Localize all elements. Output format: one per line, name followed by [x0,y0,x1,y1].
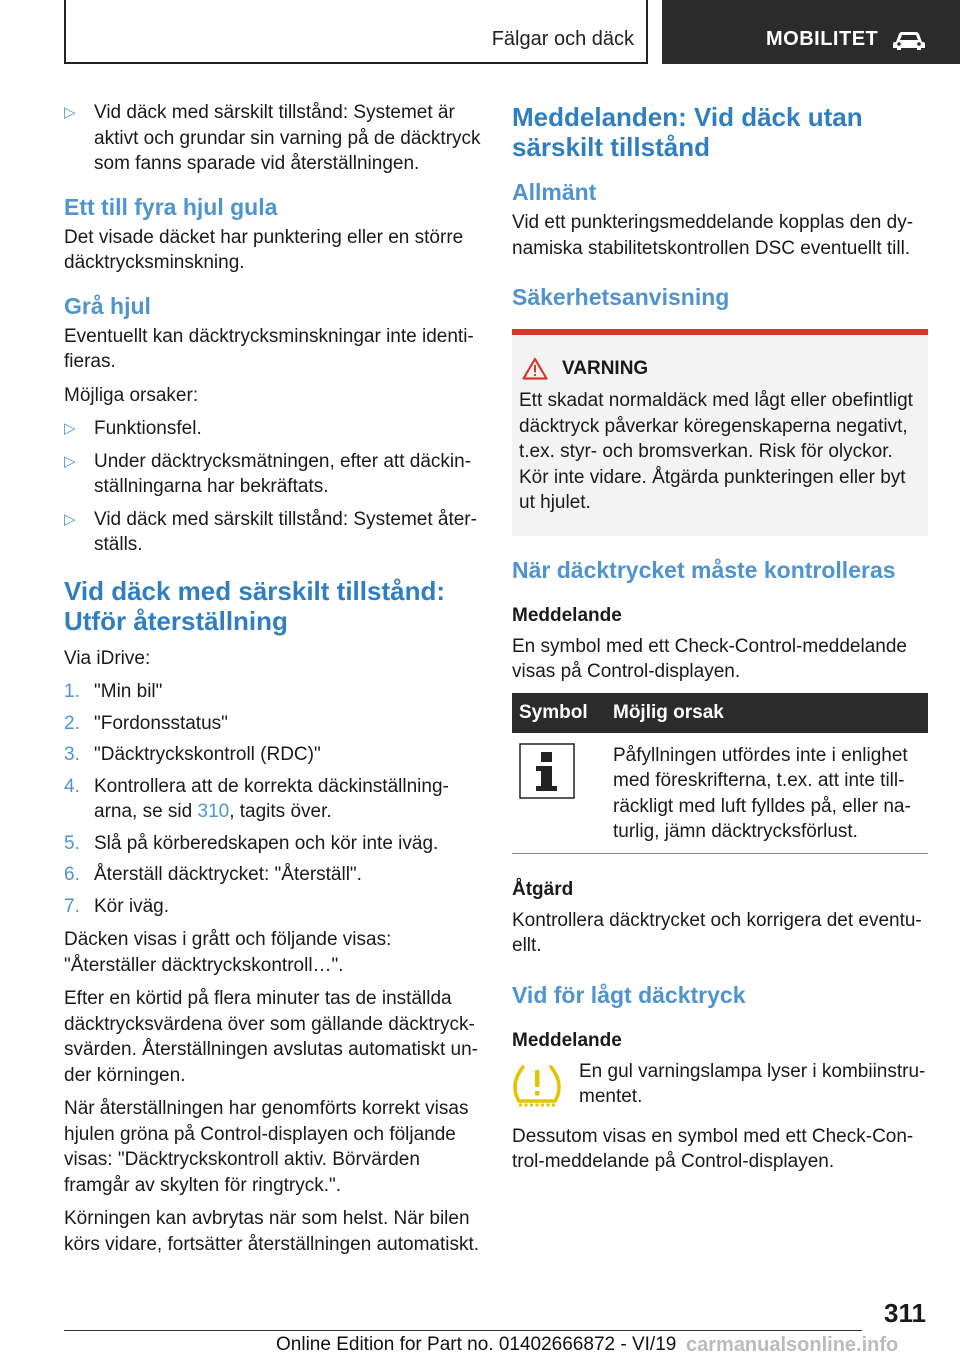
warning-triangle-icon [522,357,548,380]
paragraph: Kontrollera däcktrycket och korrigera det eventu‐ellt. [512,909,922,956]
paragraph: Vid ett punkteringsmeddelande kopplas den dy‐namiska stabilitetskontrollen DSC eventuellt till. [512,212,914,259]
triangle-bullet-icon: ▷ [64,420,76,437]
list-item: ▷ Funktionsfel. [64,416,482,442]
watermark: carmanualsonline.info [686,1334,899,1356]
paragraph: Eventuellt kan däcktrycksminskningar inte identi‐fieras. [64,325,474,372]
heading-action: Åtgärd [512,878,574,900]
footer-edition: Online Edition for Part no. 01402666872 - VI/19 [276,1334,677,1355]
header-section-box [64,0,648,64]
paragraph: Möjliga orsaker: [64,384,199,406]
heading-grey-wheels: Grå hjul [64,292,151,319]
heading-messages: Meddelanden: Vid däck utan särskilt tillstånd [512,102,863,162]
heading-safety: Säkerhetsanvisning [512,284,730,310]
list-item: 1. "Min bil" [64,681,163,702]
list-item: ▷ Vid däck med särskilt tillstånd: Systemet åter‐ställs. [64,508,477,555]
list-item: ▷ Vid däck med särskilt tillstånd: Systemet är aktivt och grundar sin varning på de däcktryck som fanns sparade vid återställningen. [64,102,481,174]
table-cell-cause: Påfyllningen utfördes inte i enlighet med föreskrifterna, t.ex. att inte till‐räckligt med luft fylldes på, eller na‐turlig, jämn däcktrycksförlust. [606,733,928,854]
list-item: 4. Kontrollera att de korrekta däckinställning‐arna, se sid 310, tagits över. [64,775,449,822]
reset-steps [64,679,482,919]
paragraph: Dessutom visas en symbol med ett Check-Con‐trol-meddelande på Control-displayen. [512,1125,914,1172]
triangle-bullet-icon: ▷ [64,452,76,470]
causes-list [64,416,482,558]
heading-message: Meddelande [512,1029,622,1051]
header-section-title: Fälgar och däck [491,28,634,50]
info-icon [519,743,575,799]
paragraph: En gul varningslampa lyser i kombiinstru‐mentet. [579,1060,926,1107]
paragraph: Däcken visas i grått och följande visas: "Återställer däcktryckskontroll…". [64,929,392,976]
heading-reset: Vid däck med särskilt tillstånd: Utför återställning [64,575,445,636]
list-item: 3. "Däcktryckskontroll (RDC)" [64,744,321,765]
list-item: 7. Kör iväg. [64,895,169,917]
triangle-bullet-icon: ▷ [64,104,76,121]
table-header-symbol: Symbol [512,693,606,733]
header-chapter-label: MOBILITET [766,28,879,50]
heading-general: Allmänt [512,179,597,205]
paragraph: Det visade däcket har punktering eller en större däcktrycksminskning. [64,226,464,273]
list-item: ▷ Under däcktrycksmätningen, efter att däckin‐ställningarna har bekräftats. [64,450,472,497]
paragraph: Körningen kan avbrytas när som helst. När bilen körs vidare, fortsätter återställningen automatiskt. [64,1208,480,1255]
heading-check-pressure: När däcktrycket måste kontrolleras [512,556,896,583]
right-column [512,96,928,1183]
page-link[interactable]: 310 [197,801,230,822]
paragraph: Via iDrive: [64,647,151,669]
table-cell-symbol [512,733,606,854]
triangle-bullet-icon: ▷ [64,510,76,528]
table-row [512,733,928,854]
heading-low-pressure: Vid för lågt däcktryck [512,981,746,1008]
car-icon [892,28,926,52]
heading-yellow-wheels: Ett till fyra hjul gula [64,193,278,220]
list-item: 2. "Fordonsstatus" [64,712,228,734]
page-number: 311 [884,1298,926,1328]
warning-title: VARNING [519,357,918,380]
paragraph: En symbol med ett Check-Control-meddelande visas på Control-displayen. [512,635,907,682]
warning-text: Ett skadat normaldäck med lågt eller obefintligt däcktryck påverkar köregenskaperna negativt, t.ex. styr- och bromsverkan. Risk för olyckor. Kör inte vidare. Åtgärda punkteringen eller byt ut hjulet. [519,390,913,513]
list-item: 6. Återställ däcktrycket: "Återställ". [64,864,362,885]
paragraph: Efter en körtid på flera minuter tas de inställda däcktrycksvärdena över som gällande däcktryck‐svärden. Återställningen avslutas automatiskt un‐der körningen. [64,988,478,1086]
paragraph: När återställningen har genomförts korrekt visas hjulen gröna på Control-displayen och följande visas: "Däcktryckskontroll aktiv. Börvärden framgår av skylten för ringtryck.". [64,1098,469,1196]
left-column [64,100,482,1265]
footer-divider [64,1330,862,1331]
intro-list [64,100,482,177]
list-item: 5. Slå på körberedskapen och kör inte iväg. [64,832,439,854]
warning-lamp-row [512,1059,928,1114]
table-header-cause: Möjlig orsak [606,693,928,733]
tire-pressure-warning-icon [512,1063,562,1109]
symbol-table [512,693,928,854]
heading-message: Meddelande [512,604,622,626]
warning-box [512,329,928,536]
header-chapter-tab [662,0,960,64]
